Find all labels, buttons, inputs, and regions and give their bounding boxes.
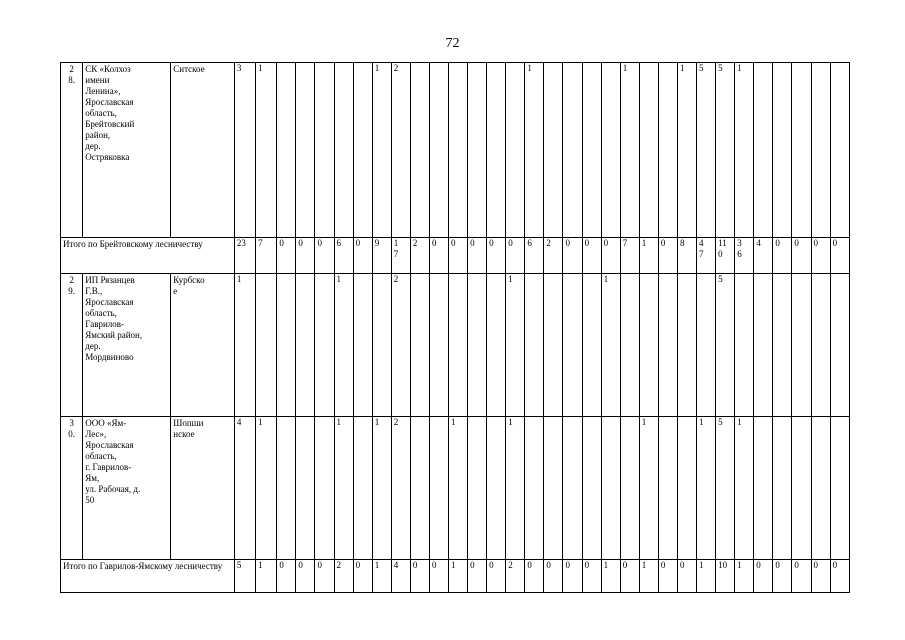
value-cell: 0 [277,238,296,274]
value-cell [468,417,487,560]
value-cell: 0 [754,560,773,593]
value-cell: 8 [677,238,696,274]
row-number: 2 8. [61,63,83,238]
value-cell [754,417,773,560]
value-cell [773,63,792,238]
value-cell: 0 [677,560,696,593]
total-label: Итого по Брейтовскому лесничеству [61,238,235,274]
value-cell [658,274,677,417]
value-cell: 1 [697,417,716,560]
value-cell [410,417,429,560]
value-cell [353,63,372,238]
value-cell [811,63,830,238]
value-cell: 0 [582,560,601,593]
value-cell: 0 [487,238,506,274]
value-cell: 1 [735,560,754,593]
value-cell: 2 [544,238,563,274]
value-cell: 1 [525,63,544,238]
value-cell [429,63,448,238]
value-cell: 1 [334,274,353,417]
value-cell: 0 [658,560,677,593]
value-cell: 23 [234,238,255,274]
value-cell: 0 [429,238,448,274]
value-cell: 0 [563,238,582,274]
value-cell: 0 [582,238,601,274]
value-cell [735,274,754,417]
value-cell: 0 [525,560,544,593]
value-cell: 6 [525,238,544,274]
value-cell: 0 [601,238,620,274]
value-cell [792,63,811,238]
value-cell: 1 [372,63,391,238]
value-cell: 2 [391,417,410,560]
value-cell: 11 0 [716,238,735,274]
value-cell: 1 [449,417,468,560]
value-cell [658,417,677,560]
value-cell [525,417,544,560]
value-cell: 2 [410,238,429,274]
value-cell: 1 [449,560,468,593]
value-cell: 7 [620,238,639,274]
value-cell [487,63,506,238]
value-cell: 2 [334,560,353,593]
total-label: Итого по Гаврилов-Ямскому лесничеству [61,560,235,593]
value-cell: 1 [639,560,658,593]
value-cell: 0 [620,560,639,593]
value-cell: 9 [372,238,391,274]
value-cell: 0 [658,238,677,274]
value-cell: 1 [601,560,620,593]
value-cell: 1 [620,63,639,238]
total-row [61,560,850,593]
value-cell [429,274,448,417]
record-row [61,63,850,238]
value-cell: 1 [601,274,620,417]
value-cell [830,63,849,238]
value-cell [601,417,620,560]
value-cell: 5 [234,560,255,593]
value-cell [410,274,429,417]
value-cell [677,417,696,560]
value-cell [353,274,372,417]
value-cell: 0 [429,560,448,593]
value-cell [792,274,811,417]
value-cell: 0 [296,238,315,274]
value-cell: 1 [735,63,754,238]
value-cell [830,274,849,417]
value-cell [811,417,830,560]
value-cell: 0 [544,560,563,593]
record-row [61,417,850,560]
value-cell: 0 [792,238,811,274]
value-cell: 0 [811,238,830,274]
value-cell: 0 [563,560,582,593]
value-cell [754,63,773,238]
value-cell [525,274,544,417]
value-cell: 4 7 [697,238,716,274]
value-cell: 1 [697,560,716,593]
value-cell: 4 [234,417,255,560]
value-cell: 2 [506,560,525,593]
data-table [60,62,850,593]
value-cell [487,417,506,560]
value-cell: 5 [716,63,735,238]
forestry-name: Курбско е [171,274,235,417]
value-cell [315,417,334,560]
value-cell: 0 [792,560,811,593]
value-cell: 1 [334,417,353,560]
value-cell: 1 [506,274,525,417]
value-cell: 0 [830,238,849,274]
value-cell [830,417,849,560]
value-cell: 1 [506,417,525,560]
value-cell [544,274,563,417]
value-cell [620,417,639,560]
value-cell: 0 [296,560,315,593]
value-cell: 10 [716,560,735,593]
value-cell: 0 [506,238,525,274]
value-cell [277,274,296,417]
value-cell: 0 [487,560,506,593]
value-cell [449,63,468,238]
row-number: 3 0. [61,417,83,560]
organization-name: СК «Колхоз имени Ленина», Ярославская область, Брейтовский район, дер. Остряковка [83,63,171,238]
value-cell [811,274,830,417]
value-cell [277,417,296,560]
row-number: 2 9. [61,274,83,417]
value-cell [601,63,620,238]
value-cell: 5 [716,274,735,417]
value-cell: 0 [773,238,792,274]
value-cell [658,63,677,238]
total-row [61,238,850,274]
value-cell: 0 [830,560,849,593]
value-cell: 1 [256,63,277,238]
value-cell [582,274,601,417]
value-cell [563,274,582,417]
value-cell [563,63,582,238]
value-cell: 0 [315,560,334,593]
value-cell [334,63,353,238]
value-cell: 3 6 [735,238,754,274]
value-cell [256,274,277,417]
value-cell [773,417,792,560]
value-cell [353,417,372,560]
value-cell [639,63,658,238]
value-cell: 0 [277,560,296,593]
value-cell [754,274,773,417]
value-cell [372,274,391,417]
value-cell [563,417,582,560]
value-cell: 0 [468,560,487,593]
value-cell [410,63,429,238]
value-cell [315,274,334,417]
value-cell [296,274,315,417]
organization-name: ИП Рязанцев Г.В., Ярославская область, Гаврилов- Ямский район, дер. Мордвиново [83,274,171,417]
value-cell: 1 [256,417,277,560]
value-cell: 4 [754,238,773,274]
value-cell [544,63,563,238]
value-cell [487,274,506,417]
value-cell: 1 [372,417,391,560]
value-cell: 4 [391,560,410,593]
value-cell: 5 [716,417,735,560]
value-cell: 2 [391,63,410,238]
page-number: 72 [445,36,460,51]
value-cell: 7 [256,238,277,274]
value-cell: 1 [256,560,277,593]
value-cell [429,417,448,560]
forestry-name: Ситское [171,63,235,238]
value-cell [315,63,334,238]
value-cell: 0 [410,560,429,593]
value-cell: 0 [449,238,468,274]
organization-name: ООО «Ям- Лес», Ярославская область, г. Гаврилов- Ям, ул. Рабочая, д. 50 [83,417,171,560]
value-cell [620,274,639,417]
value-cell [296,63,315,238]
value-cell [506,63,525,238]
value-cell [773,274,792,417]
forestry-name: Шопши нское [171,417,235,560]
value-cell: 5 [697,63,716,238]
value-cell [582,417,601,560]
value-cell: 0 [811,560,830,593]
value-cell [544,417,563,560]
value-cell [677,274,696,417]
value-cell: 1 [677,63,696,238]
value-cell [792,417,811,560]
value-cell: 0 [773,560,792,593]
value-cell: 1 [234,274,255,417]
value-cell: 1 [735,417,754,560]
value-cell [449,274,468,417]
value-cell [582,63,601,238]
value-cell [296,417,315,560]
value-cell [468,274,487,417]
value-cell [639,274,658,417]
value-cell: 1 [639,417,658,560]
value-cell: 0 [468,238,487,274]
value-cell [277,63,296,238]
value-cell [468,63,487,238]
value-cell: 0 [353,560,372,593]
value-cell: 0 [315,238,334,274]
value-cell: 1 [372,560,391,593]
value-cell: 1 [639,238,658,274]
value-cell: 2 [391,274,410,417]
value-cell: 3 [234,63,255,238]
value-cell: 6 [334,238,353,274]
record-row [61,274,850,417]
value-cell: 0 [353,238,372,274]
value-cell [697,274,716,417]
value-cell: 1 7 [391,238,410,274]
